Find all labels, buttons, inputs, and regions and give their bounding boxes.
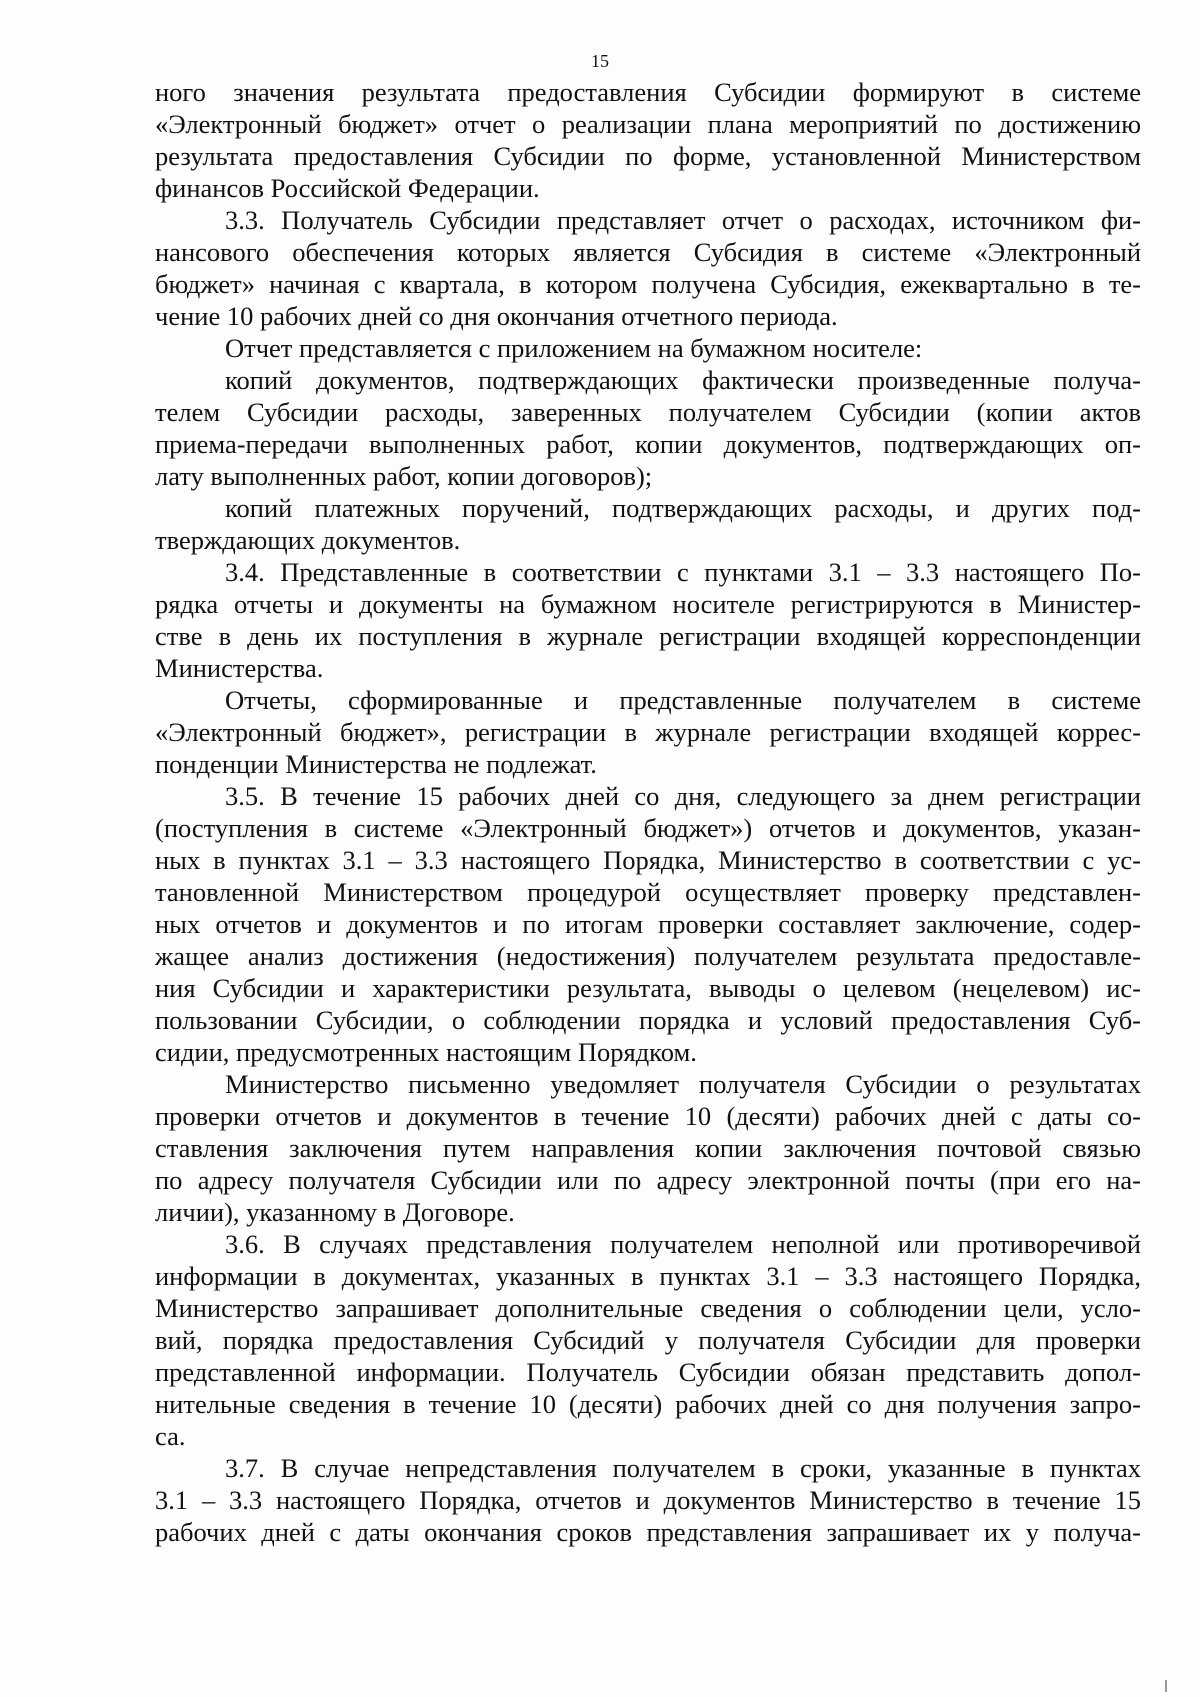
- document-body: [155, 76, 1141, 1548]
- text-line: понденции Министерства не подлежат.: [155, 749, 597, 779]
- text-line: Отчет представляется с приложением на бумажном носителе:: [225, 333, 923, 363]
- page-number: 15: [591, 51, 609, 71]
- text-line: бюджет» начиная с квартала, в котором получена Субсидия, ежеквартально в те-: [155, 269, 1141, 299]
- text-line: лату выполненных работ, копии договоров);: [155, 461, 653, 491]
- text-line: тановленной Министерством процедурой осуществляет проверку представлен-: [155, 877, 1141, 907]
- text-line: информации в документах, указанных в пунктах 3.1 – 3.3 настоящего Порядка,: [155, 1261, 1141, 1291]
- text-line: Министерство письменно уведомляет получателя Субсидии о результатах: [225, 1069, 1141, 1099]
- text-line: чение 10 рабочих дней со дня окончания отчетного периода.: [155, 301, 838, 331]
- text-line: финансов Российской Федерации.: [155, 173, 540, 203]
- text-line: ного значения результата предоставления Субсидии формируют в системе: [155, 77, 1141, 107]
- text-line: вий, порядка предоставления Субсидий у получателя Субсидии для проверки: [155, 1325, 1141, 1355]
- text-line: нансового обеспечения которых является Субсидия в системе «Электронный: [155, 237, 1141, 267]
- text-line: са.: [155, 1421, 186, 1451]
- text-line: ставления заключения путем направления копии заключения почтовой связью: [155, 1133, 1141, 1163]
- text-line: Отчеты, сформированные и представленные получателем в системе: [225, 685, 1141, 715]
- text-line: ных отчетов и документов и по итогам проверки составляет заключение, содер-: [155, 909, 1141, 939]
- text-line: Министерство запрашивает дополнительные сведения о соблюдении цели, усло-: [155, 1293, 1141, 1323]
- text-line: копий документов, подтверждающих фактически произведенные получа-: [225, 365, 1141, 395]
- text-line: проверки отчетов и документов в течение 10 (десяти) рабочих дней с даты со-: [155, 1101, 1141, 1131]
- text-line: по адресу получателя Субсидии или по адресу электронной почты (при его на-: [155, 1165, 1141, 1195]
- text-line: стве в день их поступления в журнале регистрации входящей корреспонденции: [155, 621, 1141, 651]
- text-line: тверждающих документов.: [155, 525, 461, 555]
- text-line: Министерства.: [155, 653, 324, 683]
- text-line: представленной информации. Получатель Субсидии обязан представить допол-: [155, 1357, 1141, 1387]
- text-line: «Электронный бюджет» отчет о реализации плана мероприятий по достижению: [155, 109, 1141, 139]
- scan-mark: [1165, 1680, 1167, 1692]
- text-line: нительные сведения в течение 10 (десяти) рабочих дней со дня получения запро-: [155, 1389, 1141, 1419]
- text-line: жащее анализ достижения (недостижения) получателем результата предоставле-: [155, 941, 1141, 971]
- text-line: 3.6. В случаях представления получателем неполной или противоречивой: [225, 1229, 1141, 1259]
- text-line: (поступления в системе «Электронный бюджет») отчетов и документов, указан-: [155, 813, 1141, 843]
- text-line: 3.1 – 3.3 настоящего Порядка, отчетов и документов Министерство в течение 15: [155, 1485, 1141, 1515]
- text-line: 3.7. В случае непредставления получателем в сроки, указанные в пунктах: [225, 1453, 1141, 1483]
- text-line: 3.4. Представленные в соответствии с пунктами 3.1 – 3.3 настоящего По-: [225, 557, 1141, 587]
- text-line: результата предоставления Субсидии по форме, установленной Министерством: [155, 141, 1141, 171]
- text-line: 3.5. В течение 15 рабочих дней со дня, следующего за днем регистрации: [225, 781, 1141, 811]
- text-line: рядка отчеты и документы на бумажном носителе регистрируются в Министер-: [155, 589, 1141, 619]
- text-line: копий платежных поручений, подтверждающих расходы, и других под-: [225, 493, 1141, 523]
- text-line: «Электронный бюджет», регистрации в журнале регистрации входящей коррес-: [155, 717, 1141, 747]
- text-line: сидии, предусмотренных настоящим Порядком.: [155, 1037, 697, 1067]
- text-line: личии), указанному в Договоре.: [155, 1197, 515, 1227]
- text-line: ных в пунктах 3.1 – 3.3 настоящего Порядка, Министерство в соответствии с ус-: [155, 845, 1141, 875]
- text-line: 3.3. Получатель Субсидии представляет отчет о расходах, источником фи-: [225, 205, 1141, 235]
- text-line: телем Субсидии расходы, заверенных получателем Субсидии (копии актов: [155, 397, 1141, 427]
- text-line: рабочих дней с даты окончания сроков представления запрашивает их у получа-: [155, 1517, 1141, 1547]
- text-line: ния Субсидии и характеристики результата, выводы о целевом (нецелевом) ис-: [155, 973, 1141, 1003]
- text-line: приема-передачи выполненных работ, копии документов, подтверждающих оп-: [155, 429, 1141, 459]
- text-line: пользовании Субсидии, о соблюдении порядка и условий предоставления Суб-: [155, 1005, 1141, 1035]
